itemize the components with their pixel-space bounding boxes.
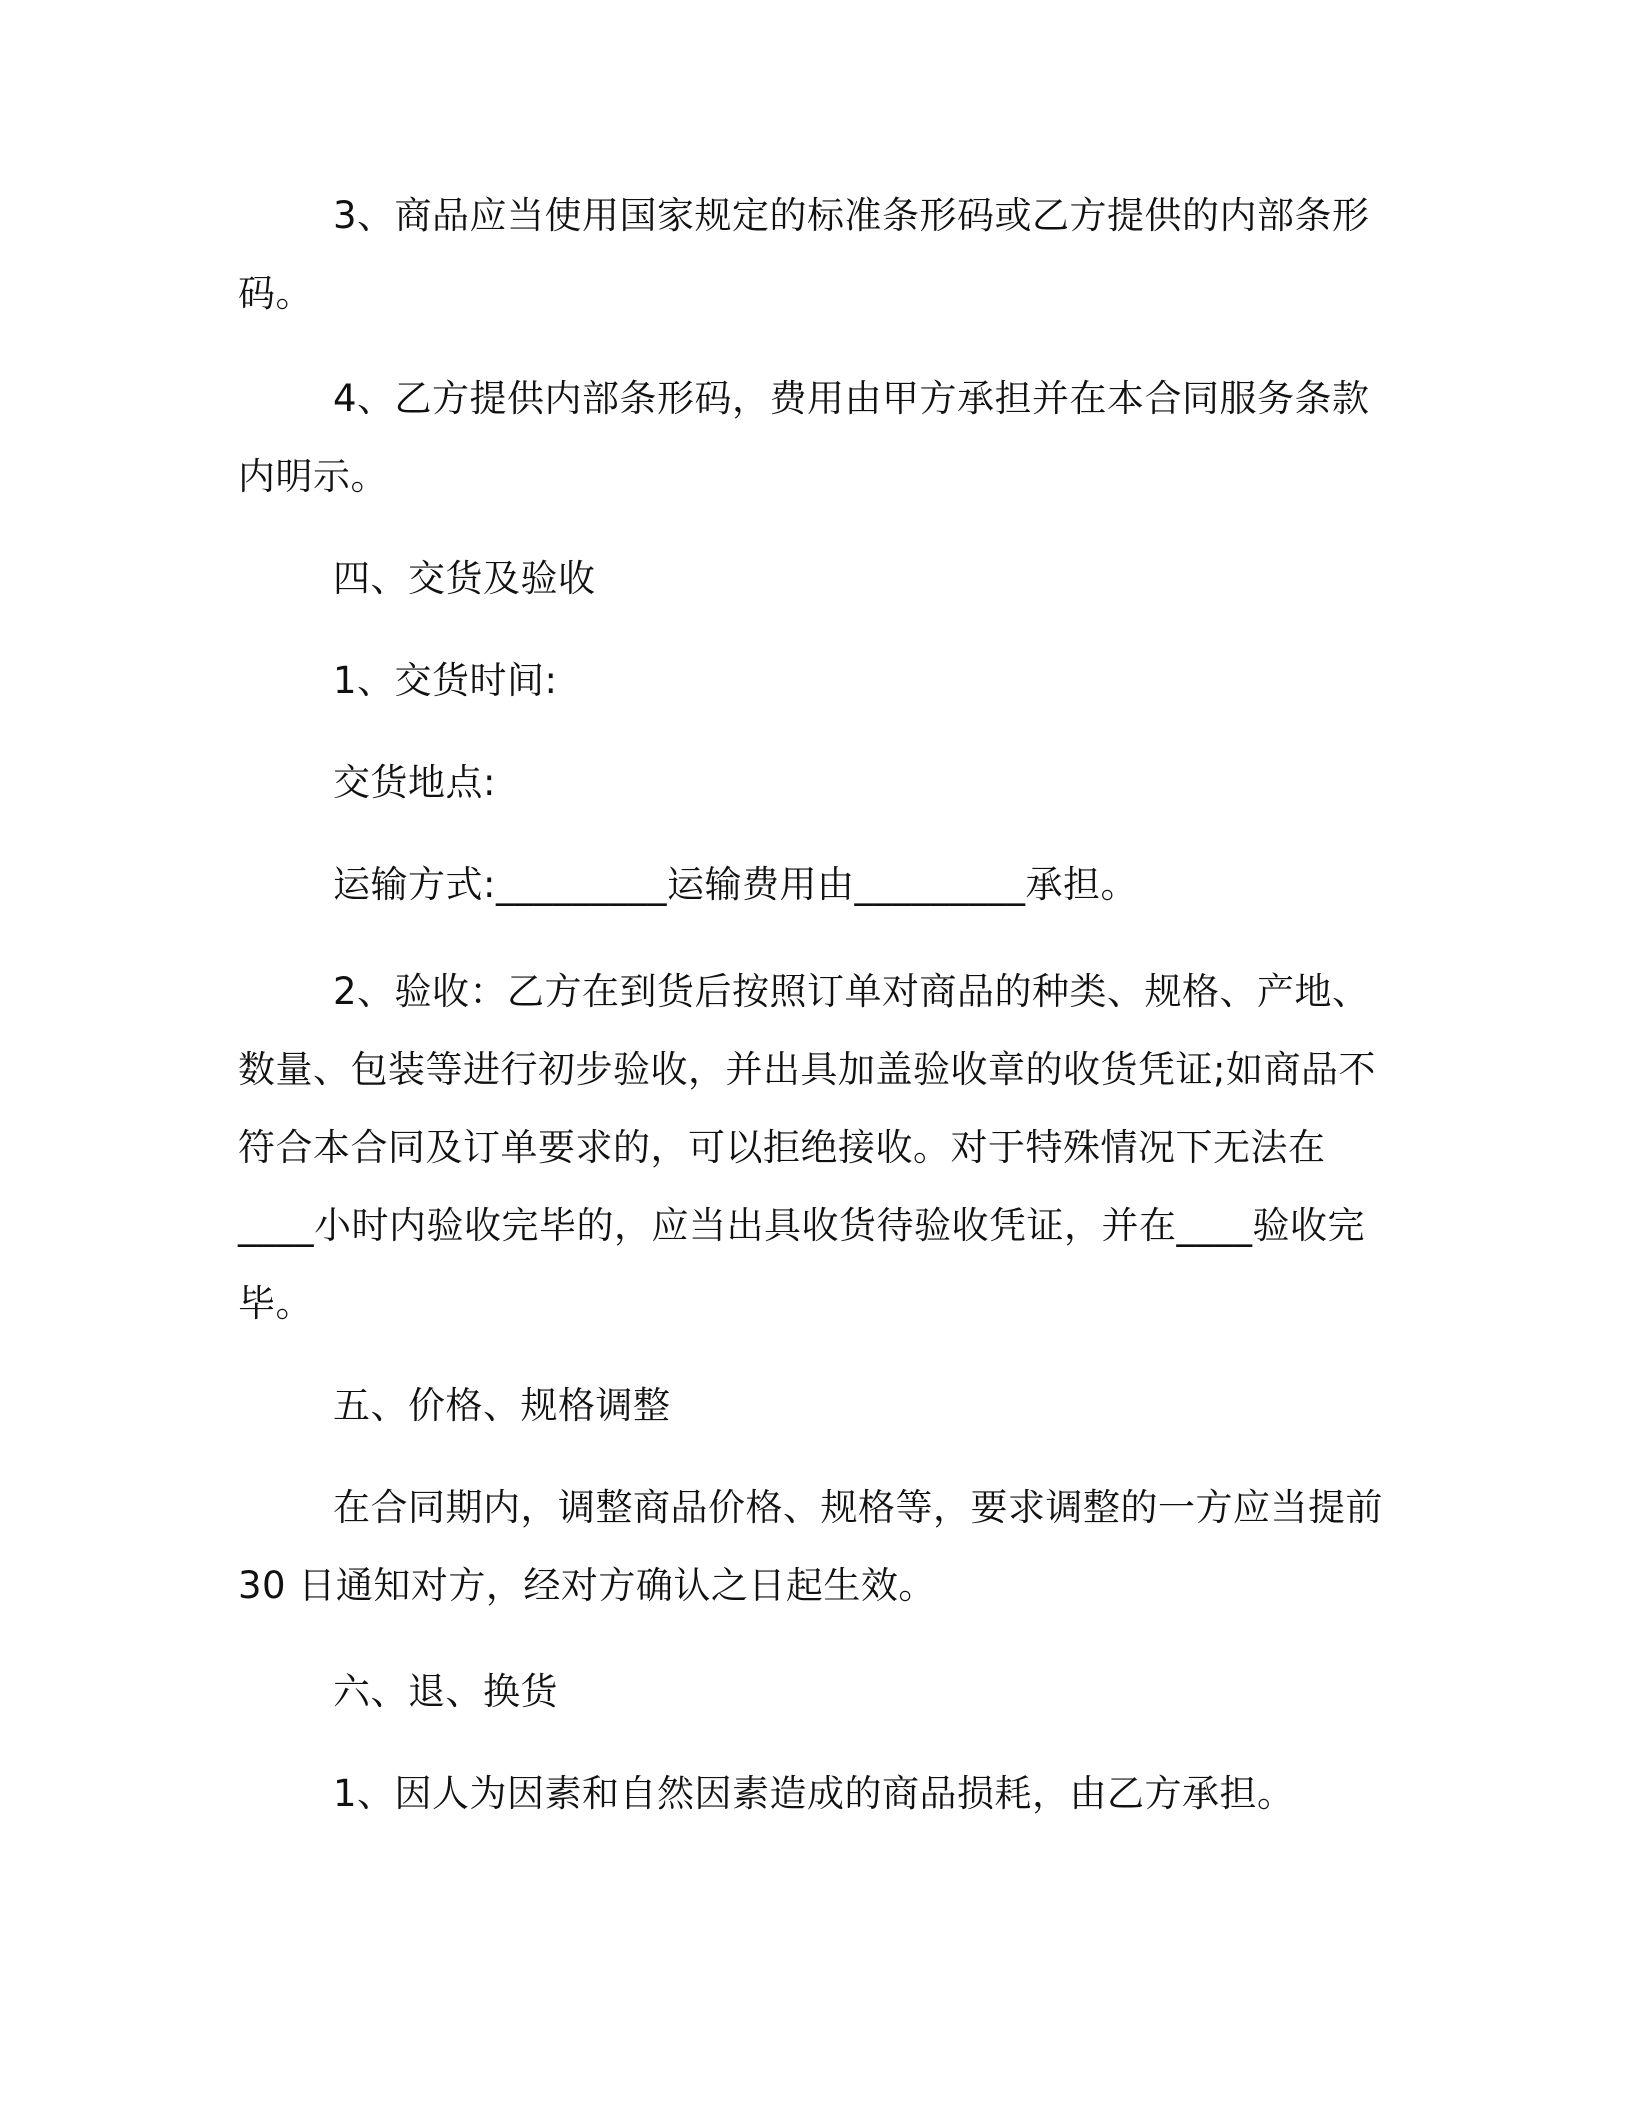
delivery-time: 1、交货时间:: [333, 659, 558, 702]
section-heading-price: 五、价格、规格调整: [333, 1384, 671, 1427]
price-line-2: 30 日通知对方，经对方确认之日起生效。: [238, 1564, 936, 1607]
acceptance-line-5: 毕。: [238, 1282, 313, 1325]
clause-3-line-2: 码。: [238, 272, 313, 315]
acceptance-line-3: 符合本合同及订单要求的，可以拒绝接收。对于特殊情况下无法在: [238, 1126, 1326, 1169]
returns-clause-1: 1、因人为因素和自然因素造成的商品损耗，由乙方承担。: [333, 1772, 1295, 1815]
clause-4-line-2: 内明示。: [238, 455, 388, 498]
delivery-location: 交货地点:: [333, 761, 496, 804]
clause-3-line-1: 3、商品应当使用国家规定的标准条形码或乙方提供的内部条形: [333, 194, 1370, 237]
acceptance-line-1: 2、验收：乙方在到货后按照订单对商品的种类、规格、产地、: [333, 970, 1370, 1013]
clause-4-line-1: 4、乙方提供内部条形码，费用由甲方承担并在本合同服务条款: [333, 377, 1370, 420]
price-line-1: 在合同期内，调整商品价格、规格等，要求调整的一方应当提前: [333, 1486, 1383, 1529]
section-heading-returns: 六、退、换货: [333, 1670, 558, 1713]
section-heading-delivery: 四、交货及验收: [333, 557, 596, 600]
acceptance-line-2: 数量、包装等进行初步验收，并出具加盖验收章的收货凭证;如商品不: [238, 1048, 1376, 1091]
acceptance-line-4: ____小时内验收完毕的，应当出具收货待验收凭证，并在____验收完: [238, 1204, 1365, 1247]
transport-method: 运输方式:_________运输费用由_________承担。: [333, 863, 1138, 906]
